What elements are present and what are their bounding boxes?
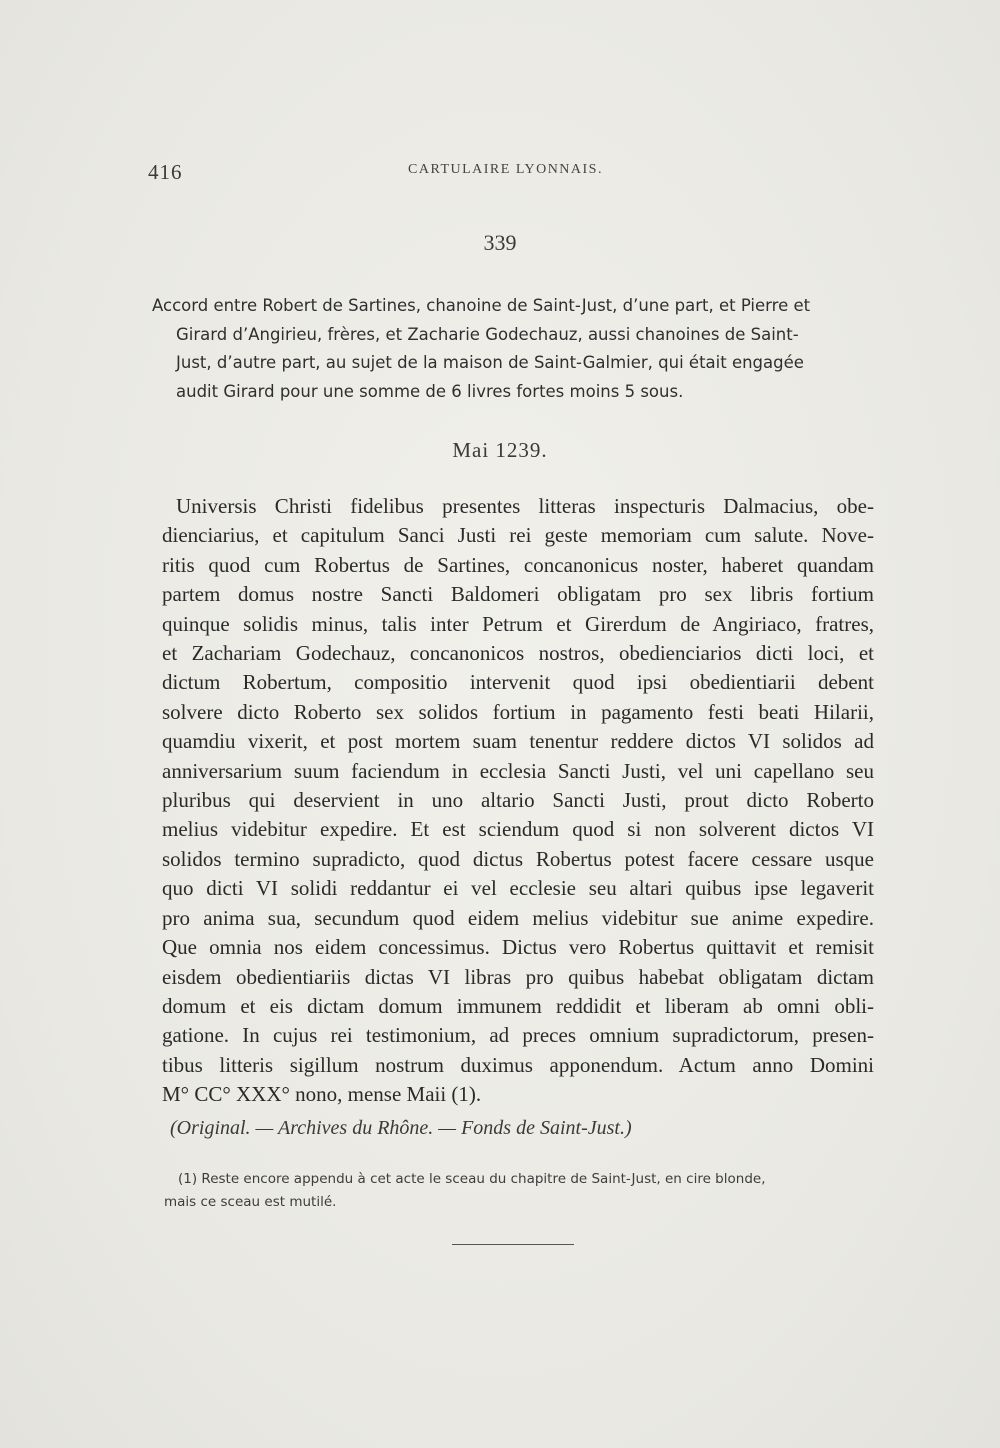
body-line: quamdiu vixerit, et post mortem suam tenentur reddere dictos VI solidos ad — [162, 729, 874, 754]
summary-line: audit Girard pour une somme de 6 livres fortes moins 5 sous. — [176, 381, 684, 401]
document-date: Mai 1239. — [452, 438, 548, 462]
document-body — [162, 492, 874, 1110]
body-line: anniversarium suum faciendum in ecclesia Sancti Justi, vel uni capellano seu — [162, 758, 874, 783]
footnote-line: (1) Reste encore appendu à cet acte le sceau du chapitre de Saint-Just, en cire blonde, — [178, 1171, 766, 1187]
body-line: dictum Robertum, compositio intervenit quod ipsi obedientiarii debent — [162, 670, 874, 695]
footnote — [164, 1168, 876, 1214]
document-summary — [152, 292, 860, 406]
summary-line: Girard d’Angirieu, frères, et Zacharie Godechauz, aussi chanoines de Saint- — [176, 324, 799, 344]
body-line: M° CC° XXX° nono, mense Maii (1). — [162, 1082, 482, 1107]
body-line: solvere dicto Roberto sex solidos fortium in pagamento festi beati Hilarii, — [162, 699, 874, 724]
end-rule — [452, 1244, 574, 1245]
body-line: quinque solidis minus, talis inter Petrum et Girerdum de Angiriaco, fratres, — [162, 611, 874, 636]
body-line: dienciarius, et capitulum Sanci Justi rei geste memoriam cum salute. Nove- — [162, 523, 874, 548]
body-line: ritis quod cum Robertus de Sartines, concanonicus noster, haberet quandam — [162, 552, 874, 577]
body-line: partem domus nostre Sancti Baldomeri obligatam pro sex libris fortium — [162, 582, 874, 607]
document-number: 339 — [483, 230, 517, 255]
footnote-line: mais ce sceau est mutilé. — [164, 1194, 337, 1210]
body-line: pro anima sua, secundum quod eidem melius videbitur sue anime expedire. — [162, 905, 874, 930]
summary-line: Just, d’autre part, au sujet de la maison de Saint-Galmier, qui était engagée — [176, 353, 804, 372]
body-line: Universis Christi fidelibus presentes litteras inspecturis Dalmacius, obe- — [176, 494, 874, 518]
body-line: gatione. In cujus rei testimonium, ad preces omnium supradictorum, presen- — [162, 1023, 874, 1048]
source-citation: (Original. — Archives du Rhône. — Fonds de Saint-Just.) — [170, 1117, 632, 1139]
body-line: eisdem obedientiariis dictas VI libras pro quibus habebat obligatam dictam — [162, 964, 874, 989]
body-line: melius videbitur expedire. Et est sciendum quod si non solverent dictos VI — [162, 817, 874, 842]
page-number: 416 — [148, 160, 183, 184]
page-header — [148, 160, 868, 184]
body-line: quo dicti VI solidi reddantur ei vel ecclesie seu altari quibus ipse legaverit — [162, 876, 874, 901]
body-line: tibus litteris sigillum nostrum duximus apponendum. Actum anno Domini — [162, 1052, 874, 1077]
body-line: pluribus qui deservient in uno altario Sancti Justi, prout dicto Roberto — [162, 788, 874, 813]
body-line: solidos termino supradicto, quod dictus Robertus potest facere cessare usque — [162, 846, 874, 871]
summary-line: Accord entre Robert de Sartines, chanoine de Saint-Just, d’une part, et Pierre et — [152, 296, 811, 315]
body-line: et Zachariam Godechauz, concanonicos nostros, obedienciarios dicti loci, et — [162, 641, 874, 666]
body-line: domum et eis dictam domum immunem reddidit et liberam ab omni obli- — [162, 993, 874, 1018]
running-head: CARTULAIRE LYONNAIS. — [408, 162, 603, 177]
body-line: Que omnia nos eidem concessimus. Dictus vero Robertus quittavit et remisit — [162, 935, 874, 960]
